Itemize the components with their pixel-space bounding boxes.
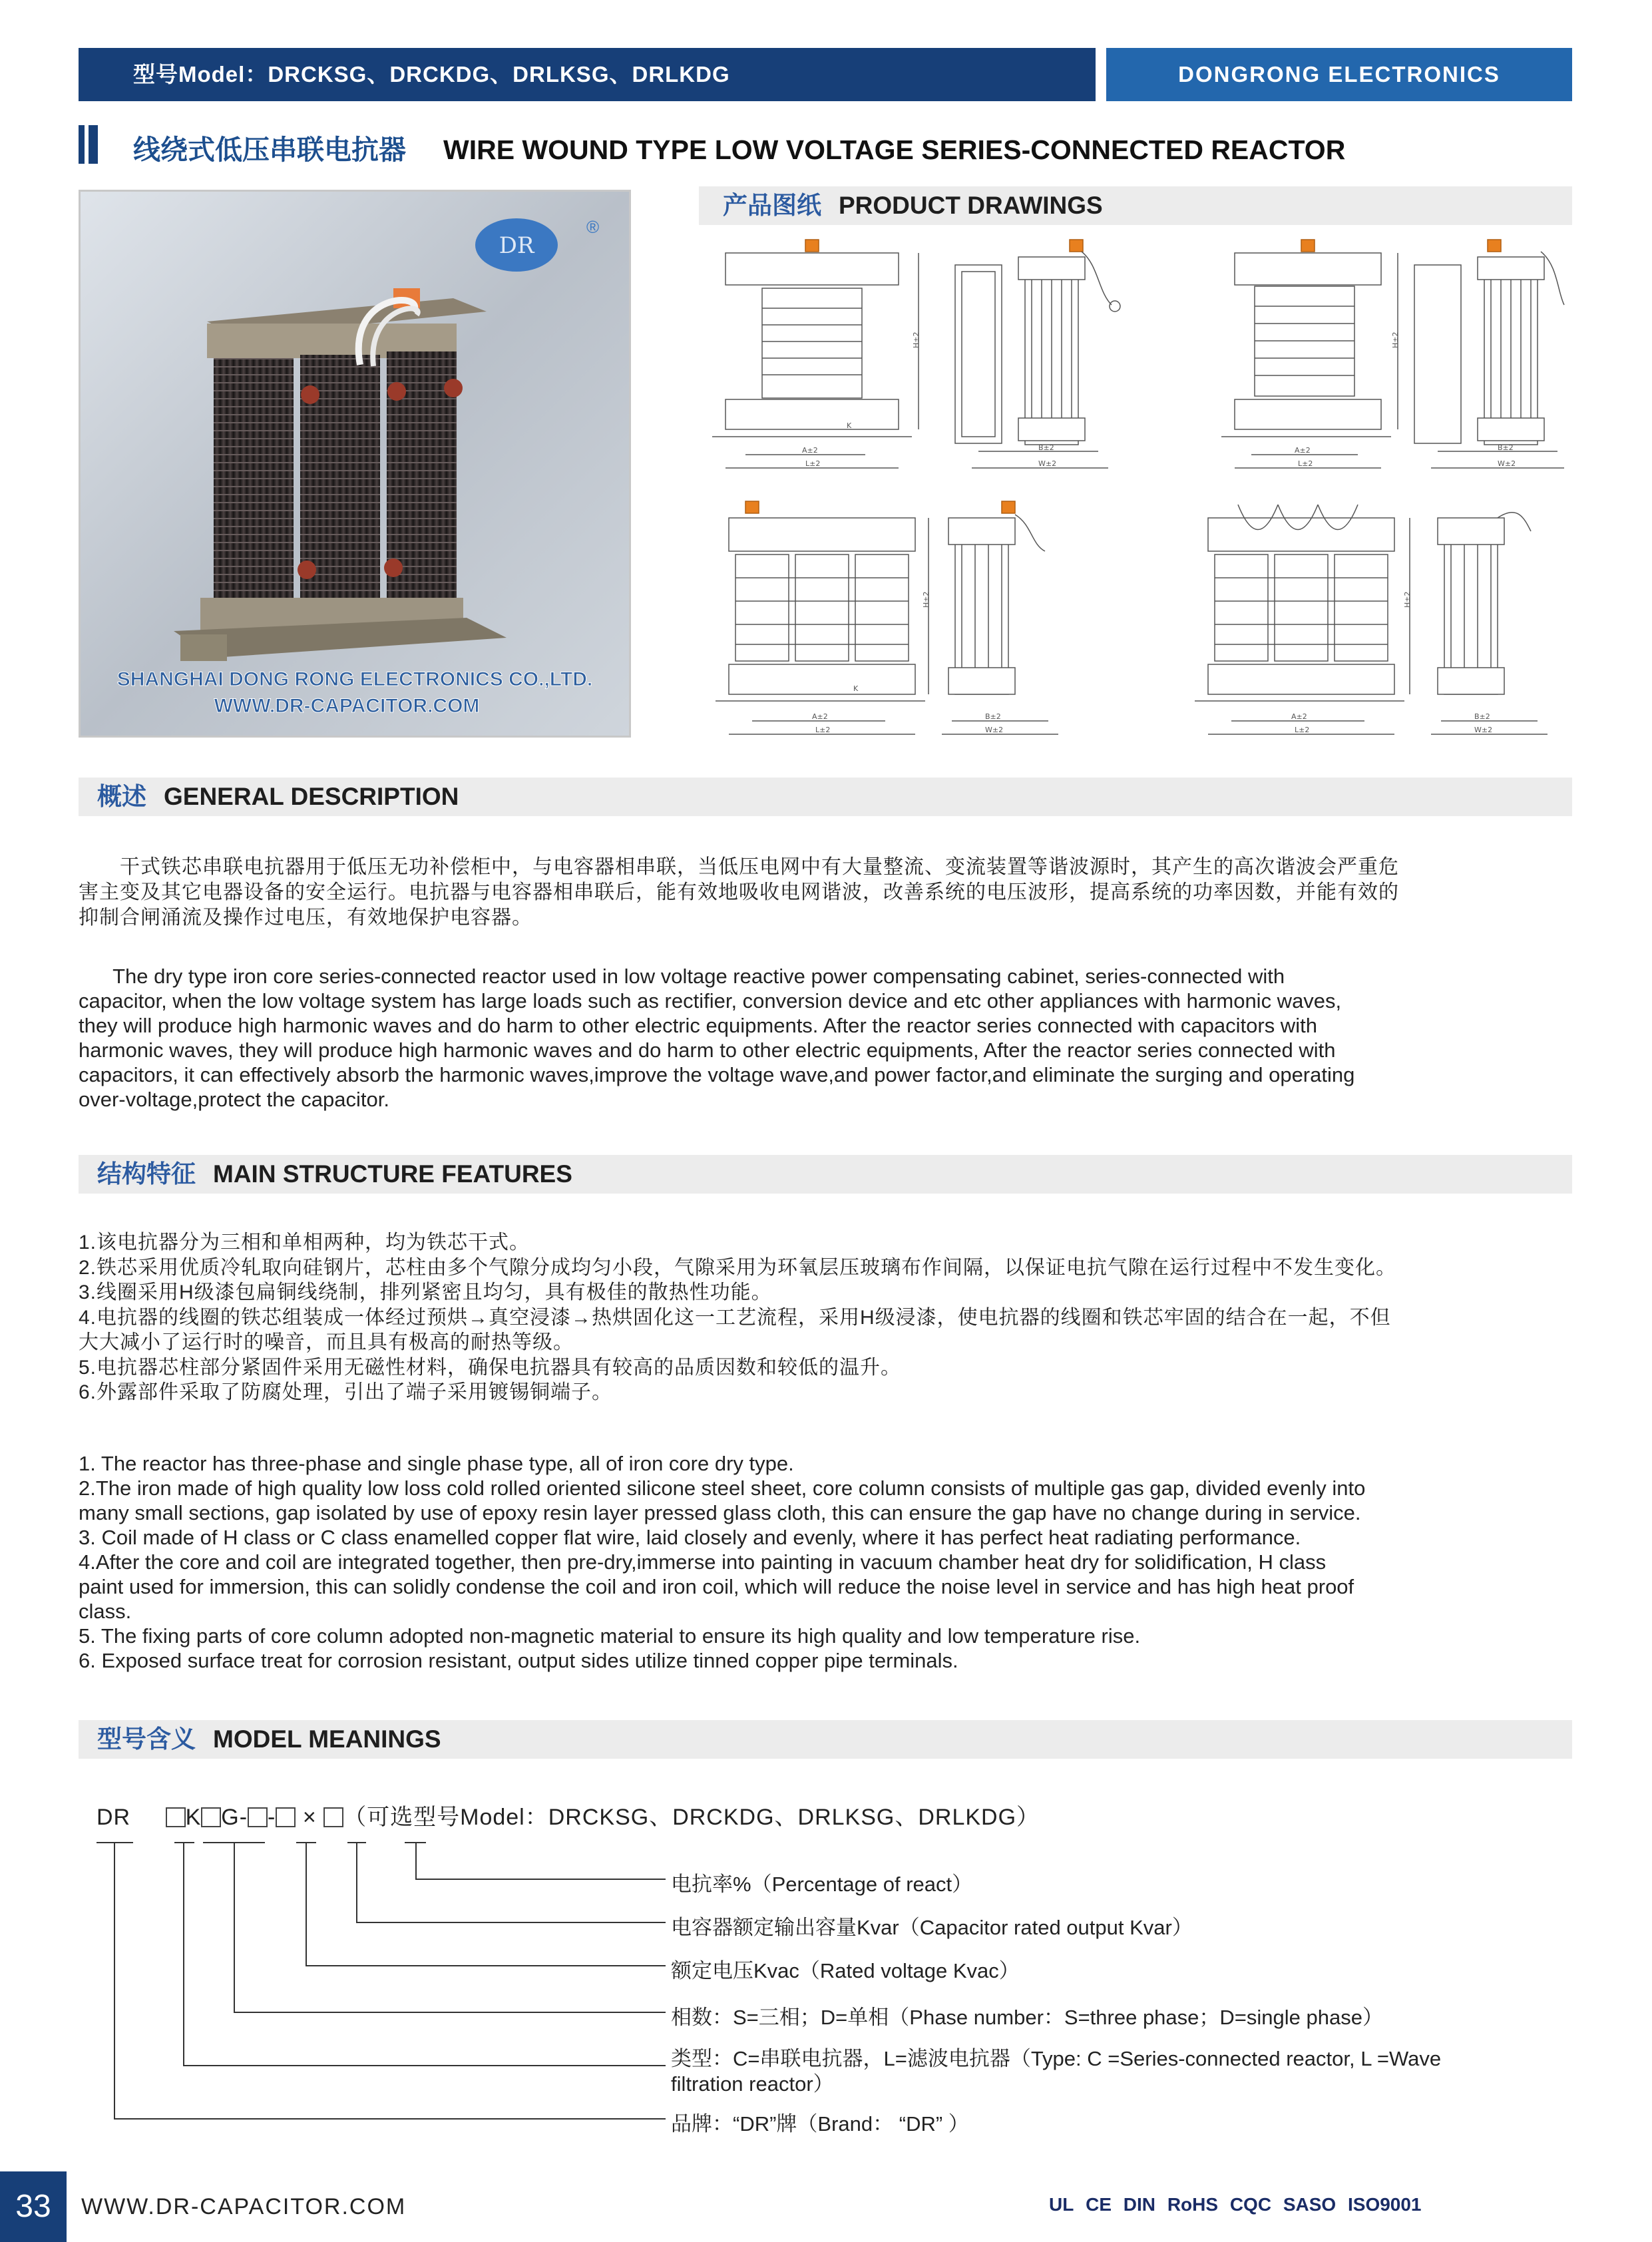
structure-heading-en: MAIN STRUCTURE FEATURES (213, 1160, 572, 1188)
list-item: 1.该电抗器分为三相和单相两种，均为铁芯干式。 (79, 1232, 530, 1253)
svg-text:L±2: L±2 (805, 459, 821, 468)
list-item: 1. The reactor has three-phase and single phase type, all of iron core dry type. (79, 1452, 794, 1475)
ul-cert-icon: UL (1049, 2194, 1074, 2215)
ce-cert-icon: CE (1086, 2194, 1112, 2215)
general-heading-en: GENERAL DESCRIPTION (164, 783, 459, 810)
svg-text:B±2: B±2 (985, 712, 1001, 721)
svg-text:A±2: A±2 (812, 712, 828, 721)
list-item: 6.外露部件采取了防腐处理，引出了端子采用镀锡铜端子。 (79, 1381, 613, 1403)
svg-text:DR: DR (499, 232, 534, 259)
svg-text:A±2: A±2 (802, 446, 818, 455)
svg-text:B±2: B±2 (1474, 712, 1490, 721)
din-cert-icon: DIN (1123, 2194, 1156, 2215)
drawings-heading-en: PRODUCT DRAWINGS (839, 192, 1103, 219)
svg-text:W±2: W±2 (985, 726, 1004, 734)
list-item: 2.铁芯采用优质冷轧取向硅钢片，芯柱由多个气隙分成均匀小段，气隙采用为环氧层压玻璃布作间隔，以保证电抗气隙在运行过程中不发生变化。 (79, 1256, 1397, 1279)
list-item: many small sections, gap isolated by use of epoxy resin layer pressed glass cloth, this can ensure the gap have no change during in service. (79, 1501, 1361, 1524)
footer-website-link[interactable]: WWW.DR-CAPACITOR.COM (81, 2194, 407, 2219)
label-type-continued: filtration reactor） (671, 2072, 834, 2096)
general-description-cn: 干式铁芯串联电抗器用于低压无功补偿柜中，与电容器相串联，当低压电网中有大量整流、变流装置等谐波源时，其产生的高次谐波会严重危 害主变及其它电器设备的安全运行。电抗器与电容器相串联后，能有效地吸收电网谐波，改善系统的电压波形，提高系统的功率因数，并能有效的 抑制合闸涌流及操作过电压，有效地保护电容器。 (79, 856, 1399, 929)
general-heading-cn: 概述 (97, 783, 146, 810)
list-item: 5.电抗器芯柱部分紧固件采用无磁性材料，确保电抗器具有较高的品质因数和较低的温升。 (79, 1356, 902, 1379)
label-reactance-percent: 电抗率%（Percentage of react） (671, 1873, 973, 1896)
label-brand: 品牌：“DR”牌（Brand： “DR” ） (671, 2112, 969, 2135)
svg-text:K: K (847, 421, 852, 430)
list-item: 3.线圈采用H级漆包扁铜线绕制，排列紧密且均匀，具有极佳的散热性功能。 (79, 1281, 772, 1303)
list-item: 5. The fixing parts of core column adopted non-magnetic material to ensure its high quality and low temperature rise. (79, 1624, 1141, 1648)
rohs-cert-icon: RoHS (1167, 2194, 1219, 2215)
svg-text:W±2: W±2 (1474, 726, 1493, 734)
svg-text:H±2: H±2 (912, 332, 921, 348)
svg-text:H±2: H±2 (922, 591, 930, 608)
label-rated-voltage: 额定电压Kvac（Rated voltage Kvac） (671, 1959, 1020, 1982)
label-type: 类型：C=串联电抗器，L=滤波电抗器（Type: C =Series-connected reactor, L =Wave (671, 2047, 1442, 2070)
list-item: 4.After the core and coil are integrated together, then pre-dry,immerse into painting in vacuum chamber heat dry for solidification, H class (79, 1550, 1327, 1574)
cqc-cert-icon: CQC (1229, 2194, 1272, 2215)
svg-text:W±2: W±2 (1038, 459, 1057, 468)
list-item: 6. Exposed surface treat for corrosion resistant, output sides utilize tinned copper pipe terminals. (79, 1649, 958, 1672)
drawings-heading-cn: 产品图纸 (723, 192, 821, 219)
list-item: 大大减小了运行时的噪音，而且具有极高的耐热等级。 (79, 1331, 574, 1353)
header-model-bar: 型号Model：DRCKSG、DRCKDG、DRLKSG、DRLKDG (79, 48, 1096, 101)
list-item: class. (79, 1600, 132, 1623)
title-cn: 线绕式低压串联电抗器 (133, 134, 406, 165)
photo-company-name: SHANGHAI DONG RONG ELECTRONICS CO.,LTD. (116, 668, 593, 690)
svg-text:A±2: A±2 (1295, 446, 1311, 455)
svg-text:L±2: L±2 (815, 726, 831, 734)
list-item: 4.电抗器的线圈的铁芯组装成一体经过预烘→真空浸漆→热烘固化这一工艺流程，采用H级浸漆，使电抗器的线圈和铁芯牢固的结合在一起，不但 (79, 1306, 1391, 1329)
title-en: WIRE WOUND TYPE LOW VOLTAGE SERIES-CONNECTED REACTOR (443, 134, 1346, 165)
model-heading-en: MODEL MEANINGS (213, 1725, 441, 1753)
model-heading-cn: 型号含义 (97, 1725, 196, 1753)
general-description-en: The dry type iron core series-connected reactor used in low voltage reactive power compensating cabinet, series-connected with capacitor, when the low voltage system has large loads such as rectifier, conversion device and etc other appliances with harmonic waves, they will produce high harmonic waves and do harm to other electric equipments. After the reactor series connected with capacitors with harmonic waves, they will produce high harmonic waves and do harm to other electric equipments, After the reactor series connected with capacitors, it can effectively absorb the harmonic waves,improve the voltage wave,and power factor,and eliminate the surging and operating over-voltage,protect the capacitor. (79, 965, 1355, 1111)
model-code-line: DR K G- - × （可选型号Model：DRCKSG、DRCKDG、DRLKSG、DRLKDG） (97, 1805, 1040, 1830)
page-number: 33 (0, 2171, 67, 2242)
svg-text:B±2: B±2 (1498, 443, 1514, 452)
list-item: 3. Coil made of H class or C class enamelled copper flat wire, laid closely and evenly, where it has perfect heat radiating performance. (79, 1526, 1301, 1549)
svg-text:K: K (853, 684, 859, 693)
photo-website: WWW.DR-CAPACITOR.COM (214, 695, 480, 717)
header-brand-bar: DONGRONG ELECTRONICS (1106, 48, 1572, 101)
registered-mark: ® (586, 217, 600, 237)
svg-text:L±2: L±2 (1295, 726, 1310, 734)
iso9001-cert-icon: ISO9001 (1347, 2194, 1422, 2215)
structure-heading-cn: 结构特征 (97, 1160, 196, 1188)
saso-cert-icon: SASO (1283, 2194, 1337, 2215)
svg-text:H±2: H±2 (1403, 591, 1412, 608)
list-item: paint used for immersion, this can solidly condense the coil and iron coil, which will reduce the noise level in service and has high heat proof (79, 1575, 1354, 1598)
svg-text:B±2: B±2 (1038, 443, 1054, 452)
svg-text:A±2: A±2 (1291, 712, 1307, 721)
svg-text:L±2: L±2 (1298, 459, 1313, 468)
svg-text:H±2: H±2 (1391, 332, 1400, 348)
svg-text:W±2: W±2 (1498, 459, 1516, 468)
list-item: 2.The iron made of high quality low loss cold rolled oriented silicone steel sheet, core column consists of multiple gas gap, divided evenly into (79, 1476, 1366, 1500)
certification-logos (1049, 2194, 1428, 2215)
label-rated-capacity: 电容器额定输出容量Kvar（Capacitor rated output Kvar） (671, 1916, 1193, 1939)
label-phase-number: 相数：S=三相；D=单相（Phase number：S=three phase；D=single phase） (671, 2006, 1383, 2029)
